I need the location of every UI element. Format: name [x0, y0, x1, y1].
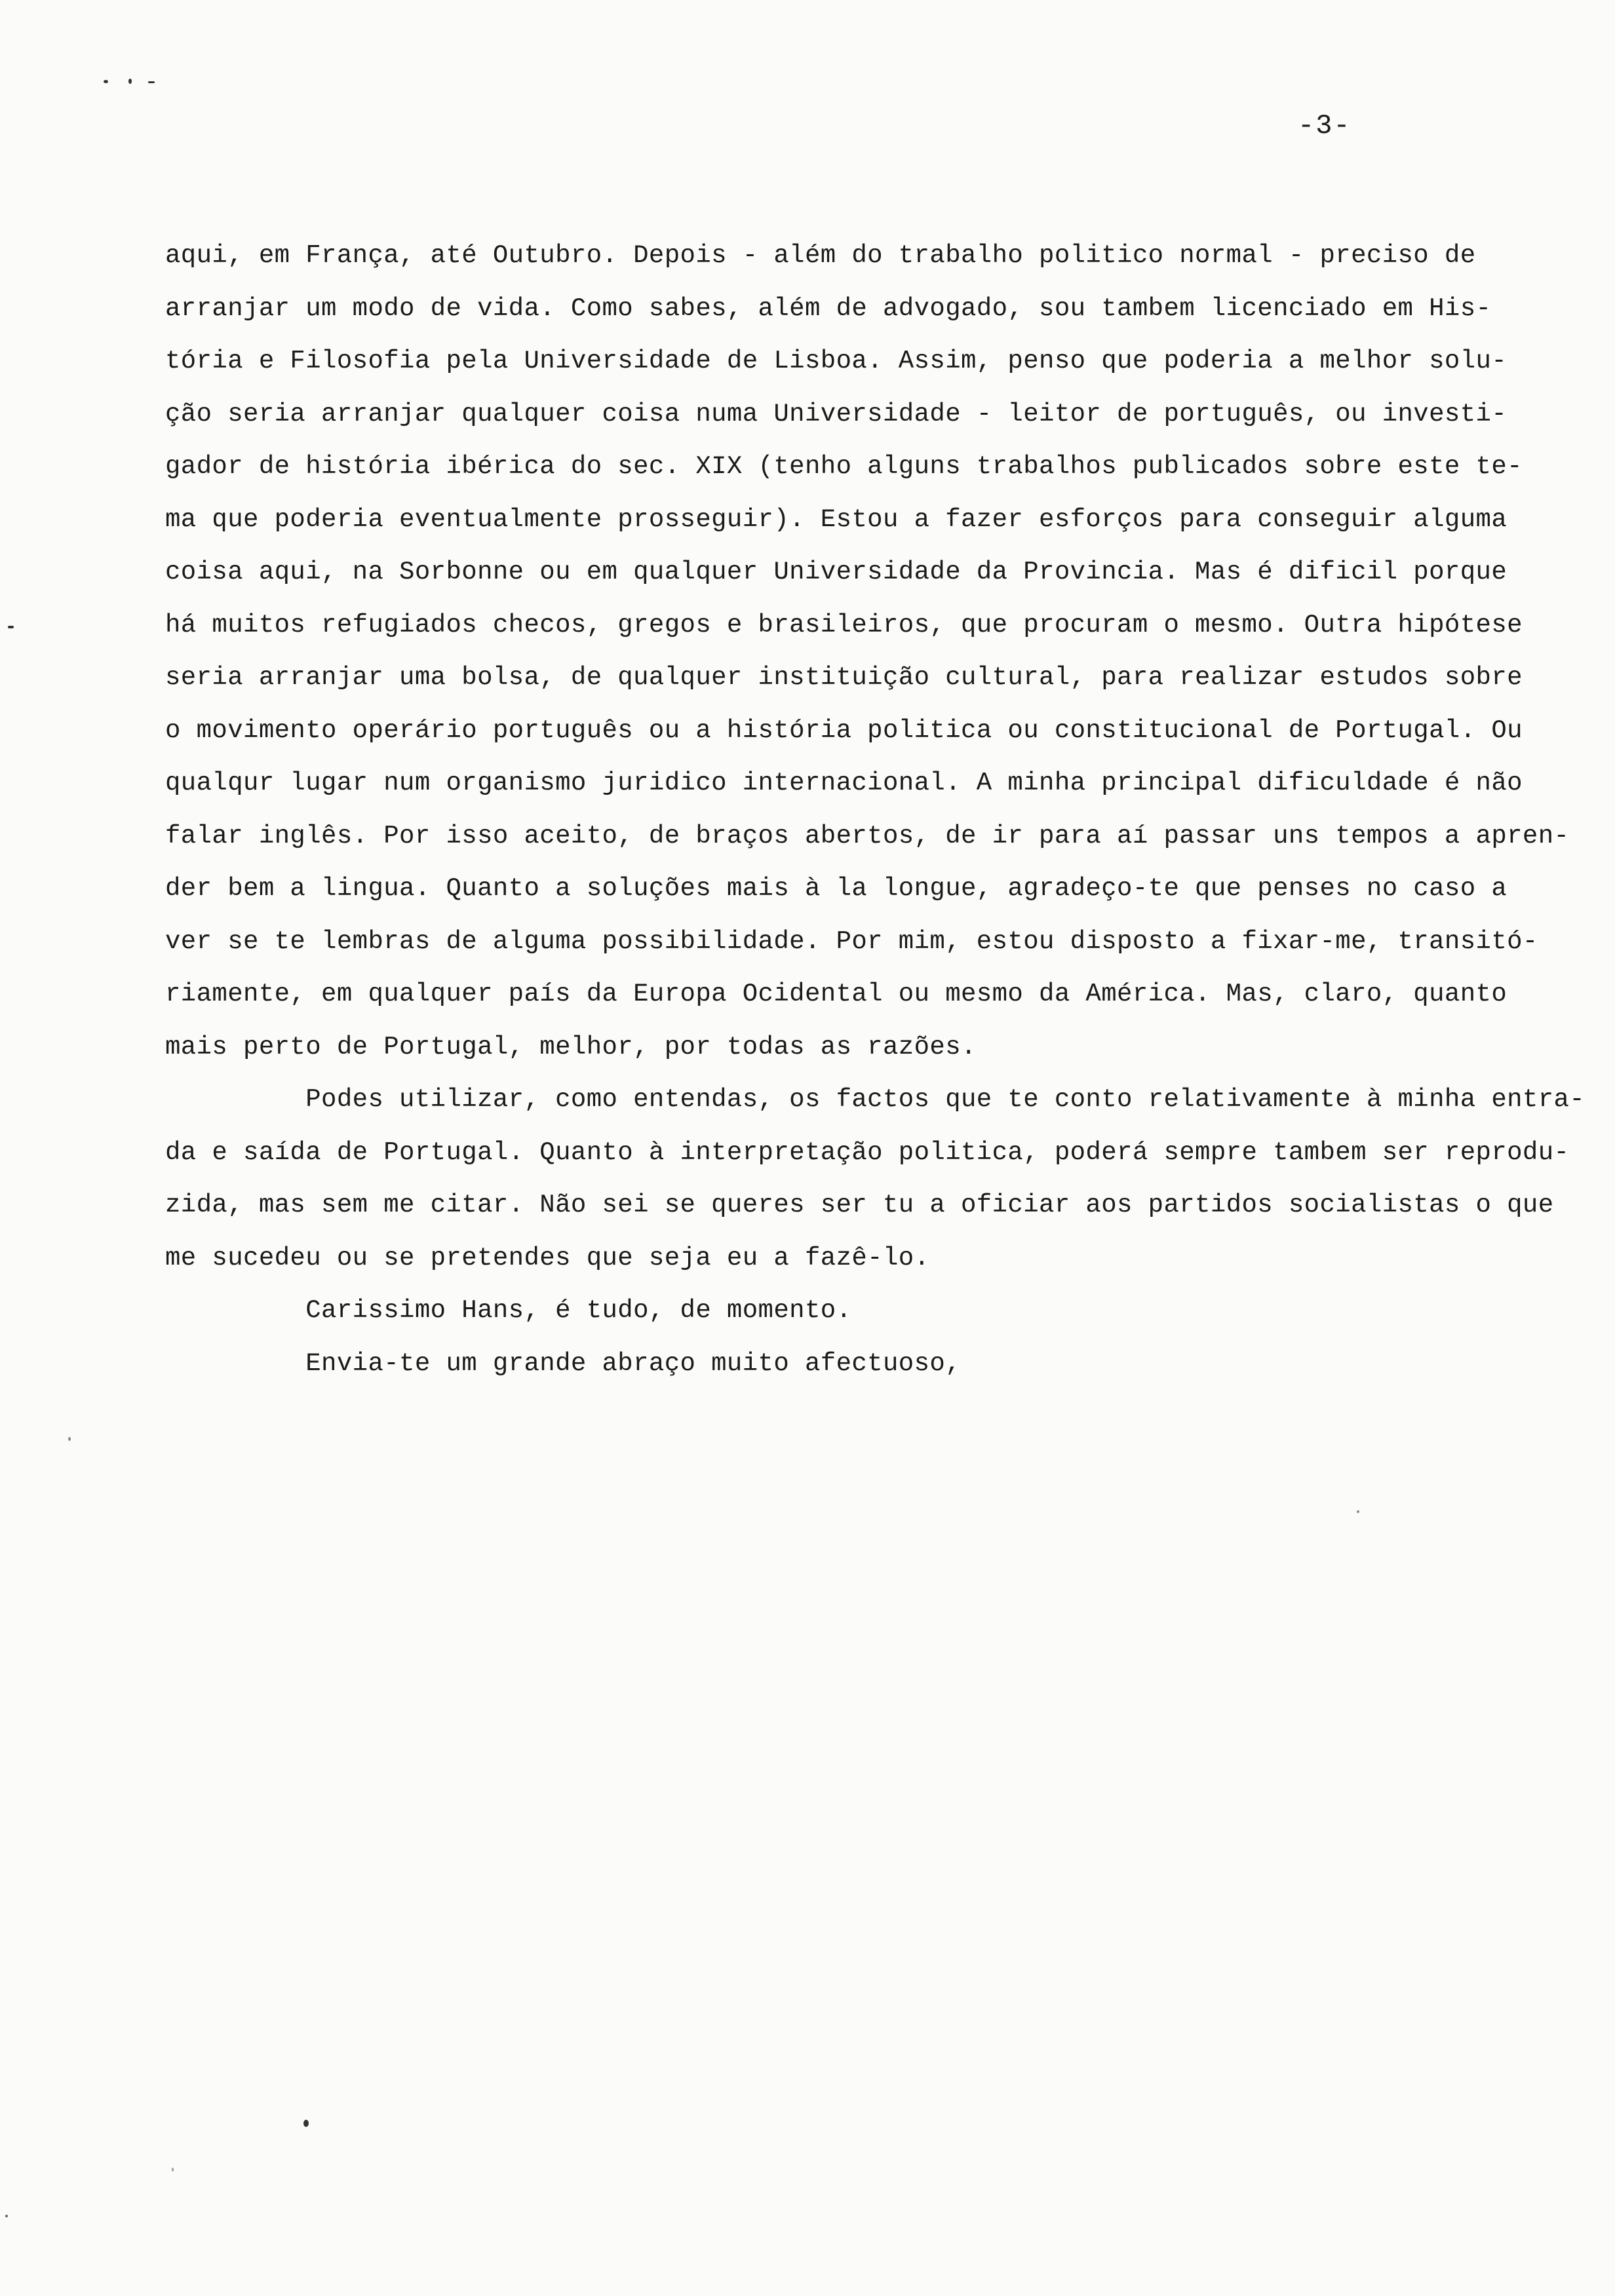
text-line: zida, mas sem me citar. Não sei se queres ser tu a oficiar aos partidos socialistas o que: [165, 1191, 1554, 1219]
text-line: aqui, em França, até Outubro. Depois - além do trabalho politico normal - preciso de: [165, 241, 1476, 270]
text-line: mais perto de Portugal, melhor, por todas as razões.: [165, 1032, 977, 1062]
text-line: arranjar um modo de vida. Como sabes, além de advogado, sou tambem licenciado em His-: [165, 294, 1492, 323]
text-line: gador de história ibérica do sec. XIX (tenho alguns trabalhos publicados sobre este te-: [165, 452, 1523, 481]
scan-speck: [8, 626, 14, 628]
text-line: me sucedeu ou se pretendes que seja eu a fazê-lo.: [165, 1243, 930, 1272]
scan-speck: [5, 2215, 8, 2217]
scan-speck: [104, 80, 108, 83]
scan-speck: [1357, 1510, 1359, 1513]
text-line: Envia-te um grande abraço muito afectuoso,: [165, 1349, 961, 1378]
text-line: coisa aqui, na Sorbonne ou em qualquer Universidade da Provincia. Mas é dificil porque: [165, 558, 1508, 586]
text-line: Carissimo Hans, é tudo, de momento.: [165, 1296, 852, 1325]
scan-speck: [128, 79, 132, 84]
text-line: da e saída de Portugal. Quanto à interpretação politica, poderá sempre tambem ser reprodu-: [165, 1138, 1570, 1167]
scan-speck: [303, 2120, 309, 2127]
text-line: Podes utilizar, como entendas, os factos que te conto relativamente à minha entra-: [165, 1085, 1586, 1114]
text-line: o movimento operário português ou a história politica ou constitucional de Portugal. Ou: [165, 716, 1523, 745]
text-line: der bem a lingua. Quanto a soluções mais à la longue, agradeço-te que penses no caso a: [165, 874, 1508, 903]
text-line: seria arranjar uma bolsa, de qualquer instituição cultural, para realizar estudos sobre: [165, 663, 1523, 692]
scan-speck: [172, 2168, 174, 2172]
text-line: ver se te lembras de alguma possibilidade. Por mim, estou disposto a fixar-me, transitó-: [165, 927, 1538, 956]
scan-speck: [68, 1437, 71, 1441]
text-line: qualqur lugar num organismo juridico internacional. A minha principal dificuldade é não: [165, 769, 1523, 797]
text-line: falar inglês. Por isso aceito, de braços abertos, de ir para aí passar uns tempos a apren-: [165, 821, 1570, 851]
letter-body: [165, 229, 1594, 1390]
text-line: ma que poderia eventualmente prosseguir). Estou a fazer esforços para conseguir alguma: [165, 505, 1508, 534]
text-line: tória e Filosofia pela Universidade de Lisboa. Assim, penso que poderia a melhor solu-: [165, 347, 1508, 375]
text-line: há muitos refugiados checos, gregos e brasileiros, que procuram o mesmo. Outra hipótese: [165, 610, 1523, 640]
text-line: ção seria arranjar qualquer coisa numa Universidade - leitor de português, ou investi-: [165, 399, 1508, 429]
text-line: riamente, em qualquer país da Europa Ocidental ou mesmo da América. Mas, claro, quanto: [165, 980, 1508, 1008]
scan-speck: [148, 81, 155, 83]
page-number: -3-: [1298, 110, 1352, 142]
